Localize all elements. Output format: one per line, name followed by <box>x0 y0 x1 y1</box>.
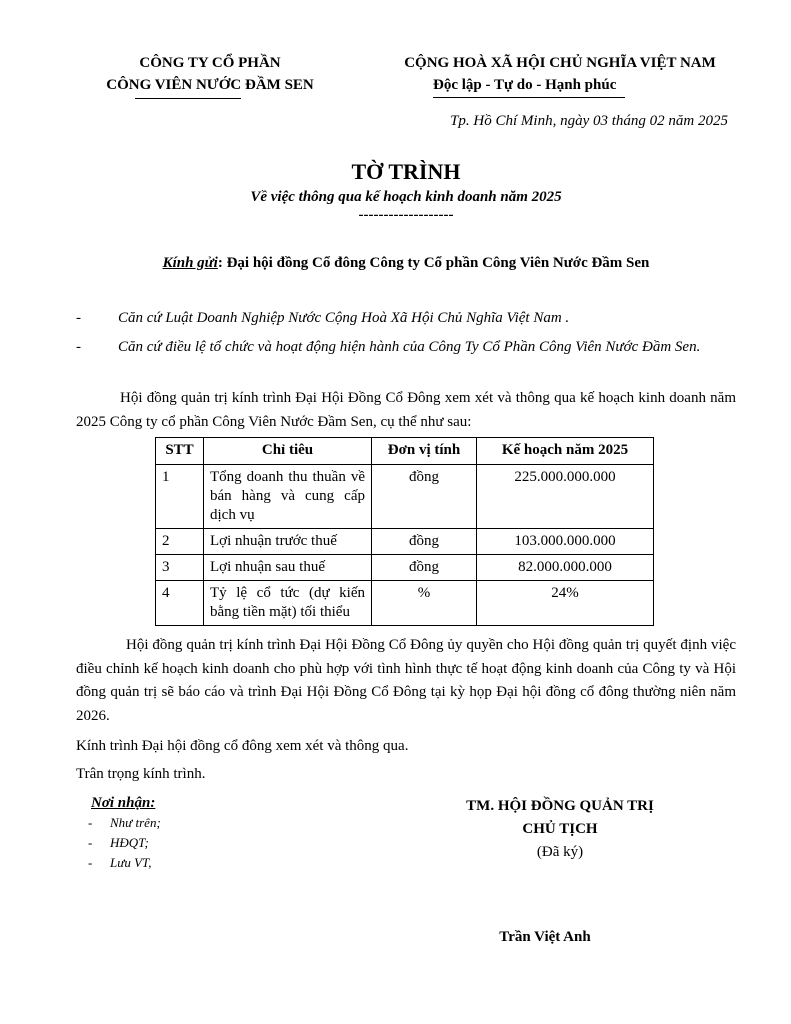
national-motto: Độc lập - Tự do - Hạnh phúc <box>433 77 617 93</box>
header-stt: STT <box>156 438 204 465</box>
table-header-row <box>156 438 654 465</box>
cell-stt: 1 <box>156 465 204 529</box>
signature-status: (Đã ký) <box>536 844 584 860</box>
header-plan-2025: Kế hoạch năm 2025 <box>477 438 654 465</box>
basis-item: Căn cứ điều lệ tổ chức và hoạt động hiện hành của Công Ty Cổ Phần Công Viên Nước Đầm Sen. <box>118 339 701 355</box>
recipient-item: - HĐQT; <box>88 835 149 850</box>
table-row <box>156 465 654 529</box>
title-separator: ------------------- <box>358 207 454 223</box>
basis-bullet: - <box>76 310 81 326</box>
closing-regards: Trân trọng kính trình. <box>76 766 206 782</box>
header-indicator: Chỉ tiêu <box>204 438 372 465</box>
company-name-line2: CÔNG VIÊN NƯỚC ĐẦM SEN <box>106 77 314 93</box>
cell-unit: đồng <box>372 555 477 581</box>
cell-indicator: Lợi nhuận trước thuế <box>204 529 372 555</box>
cell-unit: % <box>372 581 477 626</box>
cell-plan: 103.000.000.000 <box>477 529 654 555</box>
cell-indicator: Tỷ lệ cổ tức (dự kiến bằng tiền mặt) tối thiểu <box>204 581 372 626</box>
intro-paragraph: Hội đồng quản trị kính trình Đại Hội Đồng Cổ Đông xem xét và thông qua kế hoạch kinh doanh năm 2025 Công ty cổ phần Công Viên Nước Đầm Sen, cụ thể như sau: <box>76 390 736 430</box>
cell-indicator: Lợi nhuận sau thuế <box>204 555 372 581</box>
recipients-label: Nơi nhận: <box>91 795 156 811</box>
business-plan-table <box>155 437 654 626</box>
cell-plan: 82.000.000.000 <box>477 555 654 581</box>
table-row <box>156 555 654 581</box>
company-underline <box>135 98 241 99</box>
cell-stt: 3 <box>156 555 204 581</box>
addressee-text: : Đại hội đồng Cổ đông Công ty Cổ phần Công Viên Nước Đầm Sen <box>217 255 650 271</box>
table-row <box>156 529 654 555</box>
cell-stt: 4 <box>156 581 204 626</box>
place-date: Tp. Hồ Chí Minh, ngày 03 tháng 02 năm 2025 <box>450 113 728 129</box>
document-title: TỜ TRÌNH <box>351 159 461 184</box>
closing-request: Kính trình Đại hội đồng cổ đông xem xét và thông qua. <box>76 738 409 754</box>
signature-position: CHỦ TỊCH <box>522 821 598 837</box>
cell-unit: đồng <box>372 465 477 529</box>
recipient-item: - Như trên; <box>88 815 161 830</box>
recipient-item: - Lưu VT, <box>88 855 152 870</box>
cell-plan: 24% <box>477 581 654 626</box>
cell-plan: 225.000.000.000 <box>477 465 654 529</box>
addressee <box>76 252 736 274</box>
basis-item: Căn cứ Luật Doanh Nghiệp Nước Cộng Hoà Xã Hội Chủ Nghĩa Việt Nam . <box>118 310 570 326</box>
table-row <box>156 581 654 626</box>
document-subtitle: Về việc thông qua kế hoạch kinh doanh năm 2025 <box>250 189 562 205</box>
national-title: CỘNG HOÀ XÃ HỘI CHỦ NGHĨA VIỆT NAM <box>404 55 716 71</box>
cell-stt: 2 <box>156 529 204 555</box>
header-unit: Đơn vị tính <box>372 438 477 465</box>
signatory-name: Trần Việt Anh <box>499 929 591 945</box>
cell-unit: đồng <box>372 529 477 555</box>
motto-underline <box>433 97 625 98</box>
signature-org: TM. HỘI ĐỒNG QUẢN TRỊ <box>466 798 654 814</box>
cell-indicator: Tổng doanh thu thuần về bán hàng và cung cấp dịch vụ <box>204 465 372 529</box>
company-name-line1: CÔNG TY CỔ PHẦN <box>139 55 281 71</box>
authorization-paragraph: Hội đồng quản trị kính trình Đại Hội Đồng Cổ Đông ủy quyền cho Hội đồng quản trị quyết định việc điều chỉnh kế hoạch kinh doanh cho phù hợp với tình hình thực tế hoạt động kinh doanh của Công ty và Hội đồng quản trị sẽ báo cáo và trình Đại Hội Đồng Cổ Đông tại kỳ họp Đại hội đồng cổ đông thường niên năm 2026. <box>76 637 736 724</box>
basis-bullet: - <box>76 339 81 355</box>
addressee-label: Kính gửi <box>162 255 218 271</box>
